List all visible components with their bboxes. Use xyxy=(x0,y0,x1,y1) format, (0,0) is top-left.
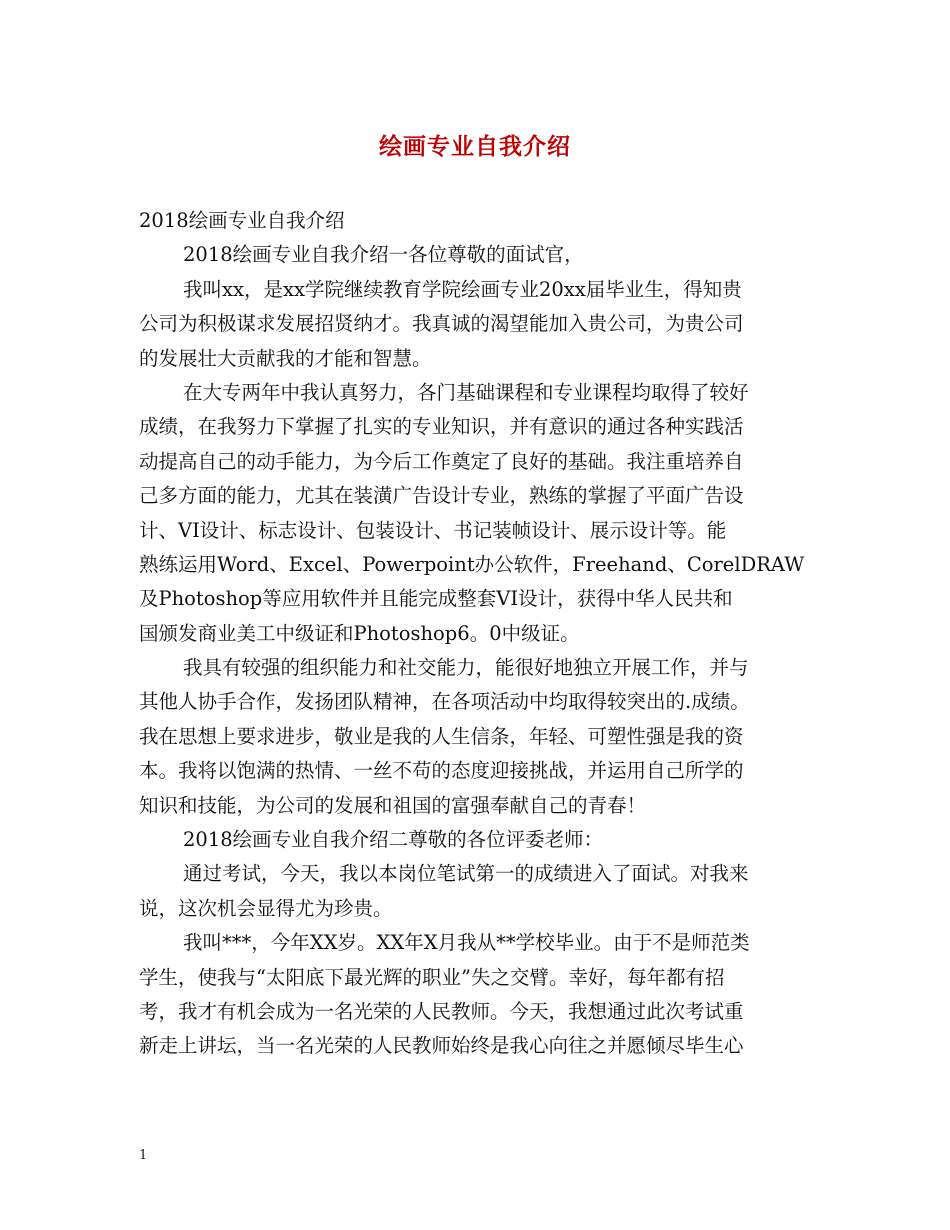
body-line: 公司为积极谋求发展招贤纳才。我真诚的渴望能加入贵公司，为贵公司 xyxy=(139,312,744,336)
body-line: 在大专两年中我认真努力，各门基础课程和专业课程均取得了较好 xyxy=(183,380,749,404)
body-line: 我具有较强的组织能力和社交能力，能很好地独立开展工作，并与 xyxy=(183,656,749,680)
body-line: 的发展壮大贡献我的才能和智慧。 xyxy=(139,346,432,370)
body-line: 2018绘画专业自我介绍一各位尊敬的面试官， xyxy=(183,243,584,267)
body-line: 说，这次机会显得尤为珍贵。 xyxy=(139,896,393,920)
body-line: 本。我将以饱满的热情、一丝不苟的态度迎接挑战，并运用自己所学的 xyxy=(139,759,744,783)
body-line: 学生，使我与“太阳底下最光辉的职业”失之交臂。幸好，每年都有招 xyxy=(139,965,725,989)
body-line: 知识和技能，为公司的发展和祖国的富强奉献自己的青春！ xyxy=(139,793,647,817)
body-line: 考，我才有机会成为一名光荣的人民教师。今天，我想通过此次考试重 xyxy=(139,999,744,1023)
body-line: 计、VI设计、标志设计、包装设计、书记装帧设计、展示设计等。能 xyxy=(139,518,727,542)
body-line: 2018绘画专业自我介绍二尊敬的各位评委老师： xyxy=(183,828,604,852)
body-line: 成绩，在我努力下掌握了扎实的专业知识，并有意识的通过各种实践活 xyxy=(139,415,744,439)
document-body xyxy=(139,204,819,1064)
body-line: 我叫xx，是xx学院继续教育学院绘画专业20xx届毕业生，得知贵 xyxy=(183,277,742,301)
body-line: 动提高自己的动手能力，为今后工作奠定了良好的基础。我注重培养自 xyxy=(139,449,744,473)
body-line: 我叫***，今年XX岁。XX年X月我从**学校毕业。由于不是师范类 xyxy=(183,931,750,955)
body-line: 通过考试，今天，我以本岗位笔试第一的成绩进入了面试。对我来 xyxy=(183,862,749,886)
body-line: 国颁发商业美工中级证和Photoshop6。0中级证。 xyxy=(139,621,580,645)
body-line: 及Photoshop等应用软件并且能完成整套VI设计，获得中华人民共和 xyxy=(139,587,733,611)
document-title: 绘画专业自我介绍 xyxy=(379,133,571,160)
body-line: 己多方面的能力，尤其在装潢广告设计专业，熟练的掌握了平面广告设 xyxy=(139,484,744,508)
body-line: 我在思想上要求进步，敬业是我的人生信条，年轻、可塑性强是我的资 xyxy=(139,724,744,748)
body-line: 熟练运用Word、Excel、Powerpoint办公软件，Freehand、CorelDRAW xyxy=(139,552,805,576)
body-line: 2018绘画专业自我介绍 xyxy=(139,209,345,232)
body-line: 新走上讲坛，当一名光荣的人民教师始终是我心向往之并愿倾尽毕生心 xyxy=(139,1034,744,1058)
page-number: 1 xyxy=(139,1148,148,1163)
body-line: 其他人协手合作，发扬团队精神，在各项活动中均取得较突出的.成绩。 xyxy=(139,690,750,714)
